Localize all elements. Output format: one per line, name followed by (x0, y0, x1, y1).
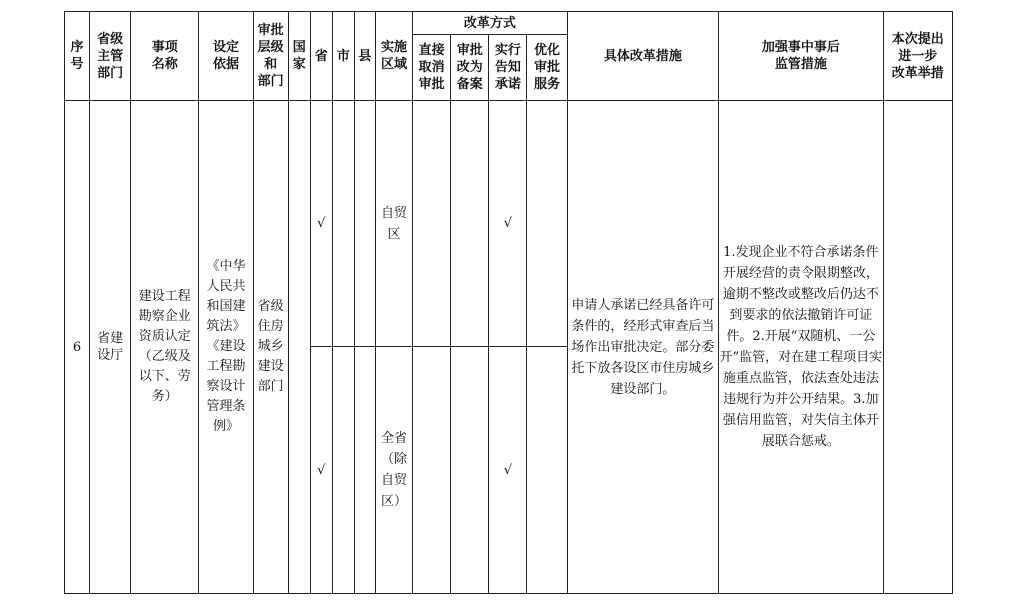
row-basis: 《中华 人民共 和国建 筑法》 《建设 工程勘 察设计 管理条 例》 (199, 101, 253, 594)
sub2-county (354, 347, 375, 594)
row-item-name: 建设工程 勘察企业 资质认定 （乙级及 以下、劳 务） (131, 101, 199, 594)
sub1-area: 自贸 区 (375, 101, 412, 347)
header-reform-group: 改革方式 (413, 12, 568, 35)
sub1-city (332, 101, 354, 347)
table-row (65, 101, 953, 347)
sub2-city (332, 347, 354, 594)
sub2-area: 全省 （除 自贸 区） (375, 347, 412, 594)
row-dept: 省建 设厅 (90, 101, 131, 594)
header-level: 审批 层级 和 部门 (253, 12, 288, 101)
header-method-cancel: 直接 取消 审批 (413, 35, 451, 101)
sub2-commit-check: √ (489, 347, 527, 594)
header-basis: 设定 依据 (199, 12, 253, 101)
sub1-county (354, 101, 375, 347)
row-supervision: 1.发现企业不符合承诺条件开展经营的责令限期整改，逾期不整改或整改后仍达不到要求的依法撤销许可证件。2.开展“双随机、一公开”监管，对在建工程项目实施重点监管，依法查处违法违规行为并公开结果。3.加强信用监管，对失信主体开展联合惩戒。 (719, 101, 884, 594)
row-level: 省级 住房 城乡 建设 部门 (253, 101, 288, 594)
header-method-optimize: 优化 审批 服务 (527, 35, 567, 101)
sub2-province-check: √ (310, 347, 332, 594)
sub1-province-check: √ (310, 101, 332, 347)
header-area: 实施 区域 (375, 12, 412, 101)
sub2-cancel (413, 347, 451, 594)
header-nation: 国 家 (288, 12, 310, 101)
row-further (883, 101, 952, 594)
reform-table (64, 11, 953, 594)
sub1-cancel (413, 101, 451, 347)
row-nation (288, 101, 310, 594)
sub2-record (451, 347, 489, 594)
sub1-record (451, 101, 489, 347)
header-seq: 序 号 (65, 12, 90, 101)
header-dept: 省级 主管 部门 (90, 12, 131, 101)
row-measures: 申请人承诺已经具备许可条件的，经形式审查后当场作出审批决定。部分委托下放各设区市住房城乡建设部门。 (567, 101, 719, 594)
header-county: 县 (354, 12, 375, 101)
header-supervision: 加强事中事后 监管措施 (719, 12, 884, 101)
header-city: 市 (332, 12, 354, 101)
header-further: 本次提出 进一步 改革举措 (883, 12, 952, 101)
sub1-optimize (527, 101, 567, 347)
header-province: 省 (310, 12, 332, 101)
header-method-record: 审批 改为 备案 (451, 35, 489, 101)
sub1-commit-check: √ (489, 101, 527, 347)
header-item-name: 事项 名称 (131, 12, 199, 101)
header-measures: 具体改革措施 (567, 12, 719, 101)
header-method-commit: 实行 告知 承诺 (489, 35, 527, 101)
row-seq: 6 (65, 101, 90, 594)
sub2-optimize (527, 347, 567, 594)
